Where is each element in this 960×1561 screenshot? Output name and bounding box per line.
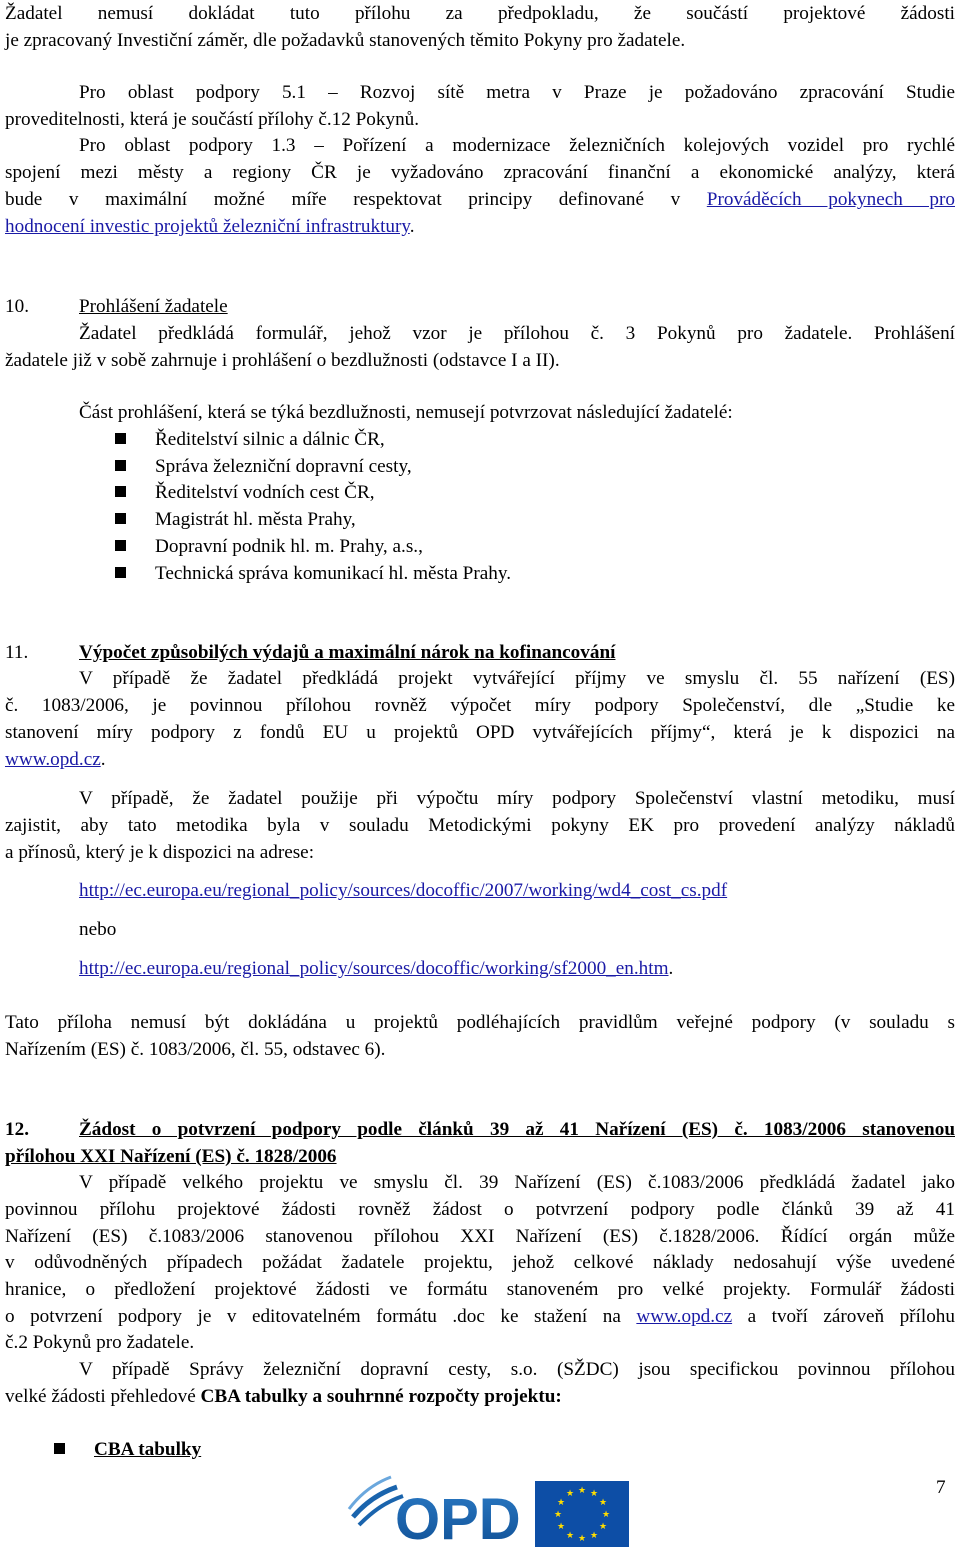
paragraph-line: V případě velkého projektu ve smyslu čl. 39 Nařízení (ES) č.1083/2006 předkládá žadatel jako	[79, 1172, 955, 1193]
url-line: http://ec.europa.eu/regional_policy/sources/docoffic/working/sf2000_en.htm.	[79, 958, 674, 979]
section-title: Výpočet způsobilých výdajů a maximální nárok na kofinancování	[79, 642, 616, 663]
nebo-text: nebo	[79, 919, 117, 940]
list-item: Magistrát hl. města Prahy,	[155, 509, 356, 530]
paragraph-line: zajistit, aby tato metodika byla v souladu Metodickými pokyny EK pro provedení analýzy nákladů	[5, 815, 955, 836]
paragraph-line: Žadatel předkládá formulář, jehož vzor je přílohou č. 3 Pokynů pro žadatele. Prohlášení	[79, 323, 955, 344]
paragraph-line: č. 1083/2006, je povinnou přílohou rovněž výpočet míry podpory Společenství, dle „Studie ke	[5, 695, 955, 716]
paragraph-line: žadatele již v sobě zahrnuje i prohlášení o bezdlužnosti (odstavce I a II).	[5, 350, 560, 371]
section-12-heading	[5, 1116, 955, 1143]
list-item: CBA tabulky	[94, 1439, 202, 1460]
svg-text:★: ★	[556, 1498, 566, 1508]
section-number: 12.	[5, 1119, 29, 1140]
svg-text:★: ★	[589, 1531, 599, 1541]
opd-logo	[345, 1463, 635, 1555]
paragraph-line: v odůvodněných případech požádat žadatele projektu, jehož celkové náklady nedosahují výše uvedené	[5, 1252, 955, 1273]
section-title: Žádost o potvrzení podpory podle článků 39 až 41 Nařízení (ES) č. 1083/2006 stanovenou	[79, 1119, 955, 1140]
paragraph-line: Pro oblast podpory 1.3 – Pořízení a modernizace železničních kolejových vozidel pro rychlé	[79, 135, 955, 156]
guidelines-link[interactable]: Prováděcích pokynech pro	[706, 189, 955, 210]
section-11-heading	[5, 639, 955, 666]
opd-link[interactable]: www.opd.cz	[636, 1306, 733, 1327]
svg-text:★: ★	[601, 1510, 611, 1520]
bullet-icon	[115, 513, 126, 524]
url-line	[79, 877, 955, 904]
bullet-icon	[115, 540, 126, 551]
paragraph-line: Žadatel nemusí dokládat tuto přílohu za předpokladu, že součástí projektové žádosti	[5, 3, 955, 24]
paragraph-line: velké žádosti přehledové CBA tabulky a souhrnné rozpočty projektu:	[5, 1386, 562, 1407]
opd-logo-icon	[345, 1463, 635, 1555]
paragraph-line: V případě že žadatel předkládá projekt vytvářející příjmy ve smyslu čl. 55 nařízení (ES)	[79, 668, 955, 689]
bullet-icon	[54, 1443, 65, 1454]
paragraph-line: Pro oblast podpory 5.1 – Rozvoj sítě metra v Praze je požadováno zpracování Studie	[79, 82, 955, 103]
svg-text:★: ★	[565, 1489, 575, 1499]
paragraph-line: spojení mezi městy a regiony ČR je vyžadováno zpracování finanční a ekonomické analýzy, která	[5, 162, 955, 183]
section-number: 10.	[5, 296, 29, 317]
paragraph-line: hodnocení investic projektů železniční infrastruktury.	[5, 216, 415, 237]
section-title-cont: přílohou XXI Nařízení (ES) č. 1828/2006	[5, 1146, 337, 1167]
logo-text: OPD	[395, 1487, 521, 1552]
svg-text:★: ★	[556, 1522, 566, 1532]
svg-text:★: ★	[598, 1498, 608, 1508]
paragraph-line: č.2 Pokynů pro žadatele.	[5, 1332, 195, 1353]
guidelines-link-cont[interactable]: hodnocení investic projektů železniční infrastruktury	[5, 216, 410, 237]
paragraph-line: Nařízením (ES) č. 1083/2006, čl. 55, odstavec 6).	[5, 1039, 386, 1060]
svg-text:★: ★	[553, 1510, 563, 1520]
paragraph-line: o potvrzení podpory je v editovatelném formátu .doc ke stažení na www.opd.cz a tvoří zároveň přílohu	[5, 1306, 955, 1327]
page-number: 7	[936, 1477, 946, 1498]
opd-link[interactable]: www.opd.cz	[5, 749, 101, 770]
paragraph-line	[5, 186, 955, 213]
paragraph-line: hranice, o předložení projektové žádosti ve formátu stanoveném pro velké projekty. Formulář žádosti	[5, 1279, 955, 1300]
bullet-icon	[115, 460, 126, 471]
bullet-icon	[115, 486, 126, 497]
svg-text:★: ★	[565, 1531, 575, 1541]
list-item: Ředitelství silnic a dálnic ČR,	[155, 429, 385, 450]
paragraph-line: proveditelnosti, která je součástí přílohy č.12 Pokynů.	[5, 109, 420, 130]
paragraph-text: bude v maximální možné míře respektovat principy definované v	[5, 189, 707, 210]
section-title: Prohlášení žadatele	[79, 296, 228, 317]
list-item: Ředitelství vodních cest ČR,	[155, 482, 375, 503]
list-item: Dopravní podnik hl. m. Prahy, a.s.,	[155, 536, 423, 557]
list-item: Správa železniční dopravní cesty,	[155, 456, 412, 477]
paragraph-line: stanovení míry podpory z fondů EU u projektů OPD vytvářejících příjmy“, která je k dispozici na	[5, 722, 955, 743]
section-10-heading	[5, 293, 955, 320]
paragraph-line: www.opd.cz.	[5, 749, 106, 770]
svg-text:★: ★	[589, 1489, 599, 1499]
paragraph-line: V případě Správy železniční dopravní cesty, s.o. (SŽDC) jsou specifickou povinnou přílohou	[79, 1359, 955, 1380]
paragraph-line: je zpracovaný Investiční záměr, dle požadavků stanovených těmito Pokyny pro žadatele.	[5, 30, 686, 51]
svg-text:★: ★	[577, 1534, 587, 1544]
bullet-icon	[115, 433, 126, 444]
bullet-icon	[115, 567, 126, 578]
paragraph-line: a přínosů, který je k dispozici na adrese:	[5, 842, 315, 863]
paragraph-line: V případě, že žadatel použije při výpočtu míry podpory Společenství vlastní metodiku, musí	[79, 788, 955, 809]
paragraph-line: povinnou přílohu projektové žádosti rovněž žádost o potvrzení podpory podle článků 39 až 41	[5, 1199, 955, 1220]
section-number: 11.	[5, 642, 29, 663]
ec-europa-link-2[interactable]: http://ec.europa.eu/regional_policy/sources/docoffic/working/sf2000_en.htm	[79, 958, 669, 979]
paragraph-line: Část prohlášení, která se týká bezdlužnosti, nemusejí potvrzovat následující žadatelé:	[79, 402, 733, 423]
ec-europa-link-1[interactable]: http://ec.europa.eu/regional_policy/sources/docoffic/2007/working/wd4_cost_cs.pdf	[79, 880, 728, 901]
paragraph-line: Tato příloha nemusí být dokládána u projektů podléhajících pravidlům veřejné podpory (v souladu s	[5, 1012, 955, 1033]
paragraph-line: Nařízení (ES) č.1083/2006 stanovenou přílohou XXI Nařízení (ES) č.1828/2006. Řídící orgán může	[5, 1226, 955, 1247]
list-item: Technická správa komunikací hl. města Prahy.	[155, 563, 511, 584]
svg-text:★: ★	[577, 1486, 587, 1496]
svg-text:★: ★	[598, 1522, 608, 1532]
